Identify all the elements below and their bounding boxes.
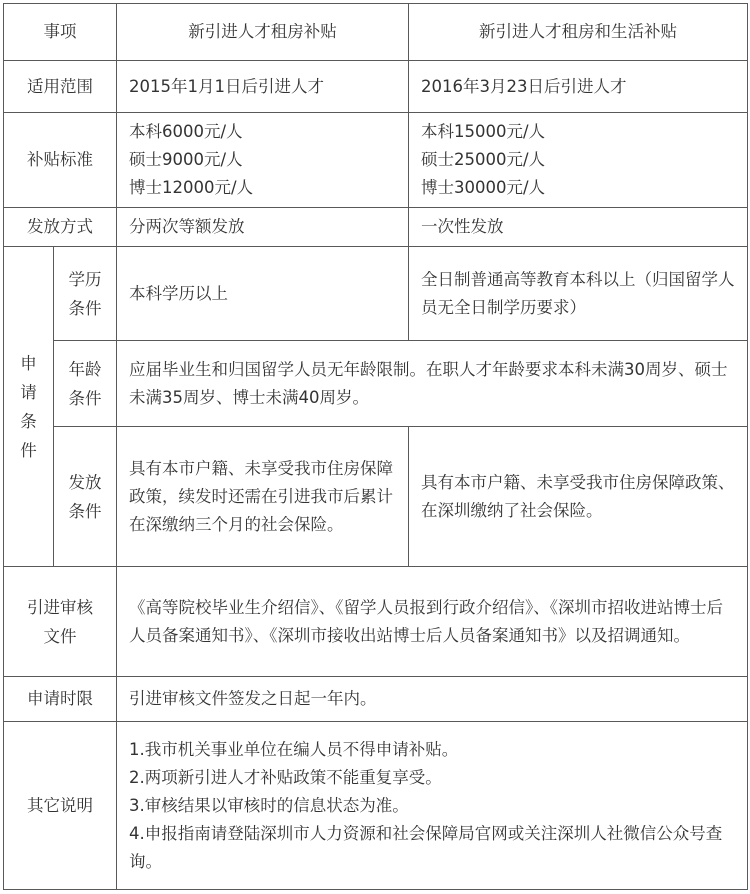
scope-row (4, 61, 748, 113)
standard-a-bachelor: 本科6000元/人 (129, 122, 243, 141)
education-b: 全日制普通高等教育本科以上（归国留学人员无全日制学历要求） (409, 247, 748, 341)
deadline-label: 申请时限 (4, 677, 117, 722)
payment-b: 具有本市户籍、未享受我市住房保障政策、在深圳缴纳了社会保险。 (409, 427, 748, 567)
policy-table-container (3, 3, 748, 890)
standard-a-master: 硕士9000元/人 (129, 150, 243, 169)
note-item-1: 1.我市机关事业单位在编人员不得申请补贴。 (129, 739, 459, 759)
method-b: 一次性发放 (409, 208, 748, 247)
header-col-a: 新引进人才租房补贴 (117, 4, 409, 61)
notes-list (117, 722, 748, 890)
notes-row (4, 722, 748, 890)
age-text: 应届毕业生和归国留学人员无年龄限制。在职人才年龄要求本科未满30周岁、硕士未满35周岁、博士未满40周岁。 (117, 341, 748, 427)
standard-a (117, 113, 409, 208)
method-a: 分两次等额发放 (117, 208, 409, 247)
standard-label: 补贴标准 (4, 113, 117, 208)
header-item: 事项 (4, 4, 117, 61)
conditions-group-label: 申请条件 (4, 247, 54, 567)
payment-a: 具有本市户籍、未享受我市住房保障政策，续发时还需在引进我市后累计在深缴纳三个月的社会保险。 (117, 427, 409, 567)
header-row (4, 4, 748, 61)
standard-b-bachelor: 本科15000元/人 (421, 122, 546, 141)
note-item-3: 3.审核结果以审核时的信息状态为准。 (129, 795, 409, 815)
payment-row (4, 427, 748, 567)
scope-label: 适用范围 (4, 61, 117, 113)
standard-a-doctor: 博士12000元/人 (129, 178, 254, 197)
standard-b-master: 硕士25000元/人 (421, 150, 546, 169)
education-row (4, 247, 748, 341)
subsidy-policy-table (3, 3, 748, 890)
deadline-row (4, 677, 748, 722)
standard-row (4, 113, 748, 208)
note-item-2: 2.两项新引进人才补贴政策不能重复享受。 (129, 767, 442, 787)
age-label: 年龄条件 (54, 341, 117, 427)
education-label: 学历条件 (54, 247, 117, 341)
method-label: 发放方式 (4, 208, 117, 247)
notes-label: 其它说明 (4, 722, 117, 890)
documents-label: 引进审核文件 (4, 567, 117, 677)
payment-label: 发放条件 (54, 427, 117, 567)
standard-b (409, 113, 748, 208)
documents-row (4, 567, 748, 677)
method-row (4, 208, 748, 247)
deadline-text: 引进审核文件签发之日起一年内。 (117, 677, 748, 722)
standard-b-doctor: 博士30000元/人 (421, 178, 546, 197)
scope-b: 2016年3月23日后引进人才 (409, 61, 748, 113)
header-col-b: 新引进人才租房和生活补贴 (409, 4, 748, 61)
note-item-4: 4.申报指南请登陆深圳市人力资源和社会保障局官网或关注深圳人社微信公众号查询。 (129, 823, 723, 871)
age-row (4, 341, 748, 427)
documents-text: 《高等院校毕业生介绍信》、《留学人员报到行政介绍信》、《深圳市招收进站博士后人员备案通知书》、《深圳市接收出站博士后人员备案通知书》以及招调通知。 (117, 567, 748, 677)
education-a: 本科学历以上 (117, 247, 409, 341)
scope-a: 2015年1月1日后引进人才 (117, 61, 409, 113)
